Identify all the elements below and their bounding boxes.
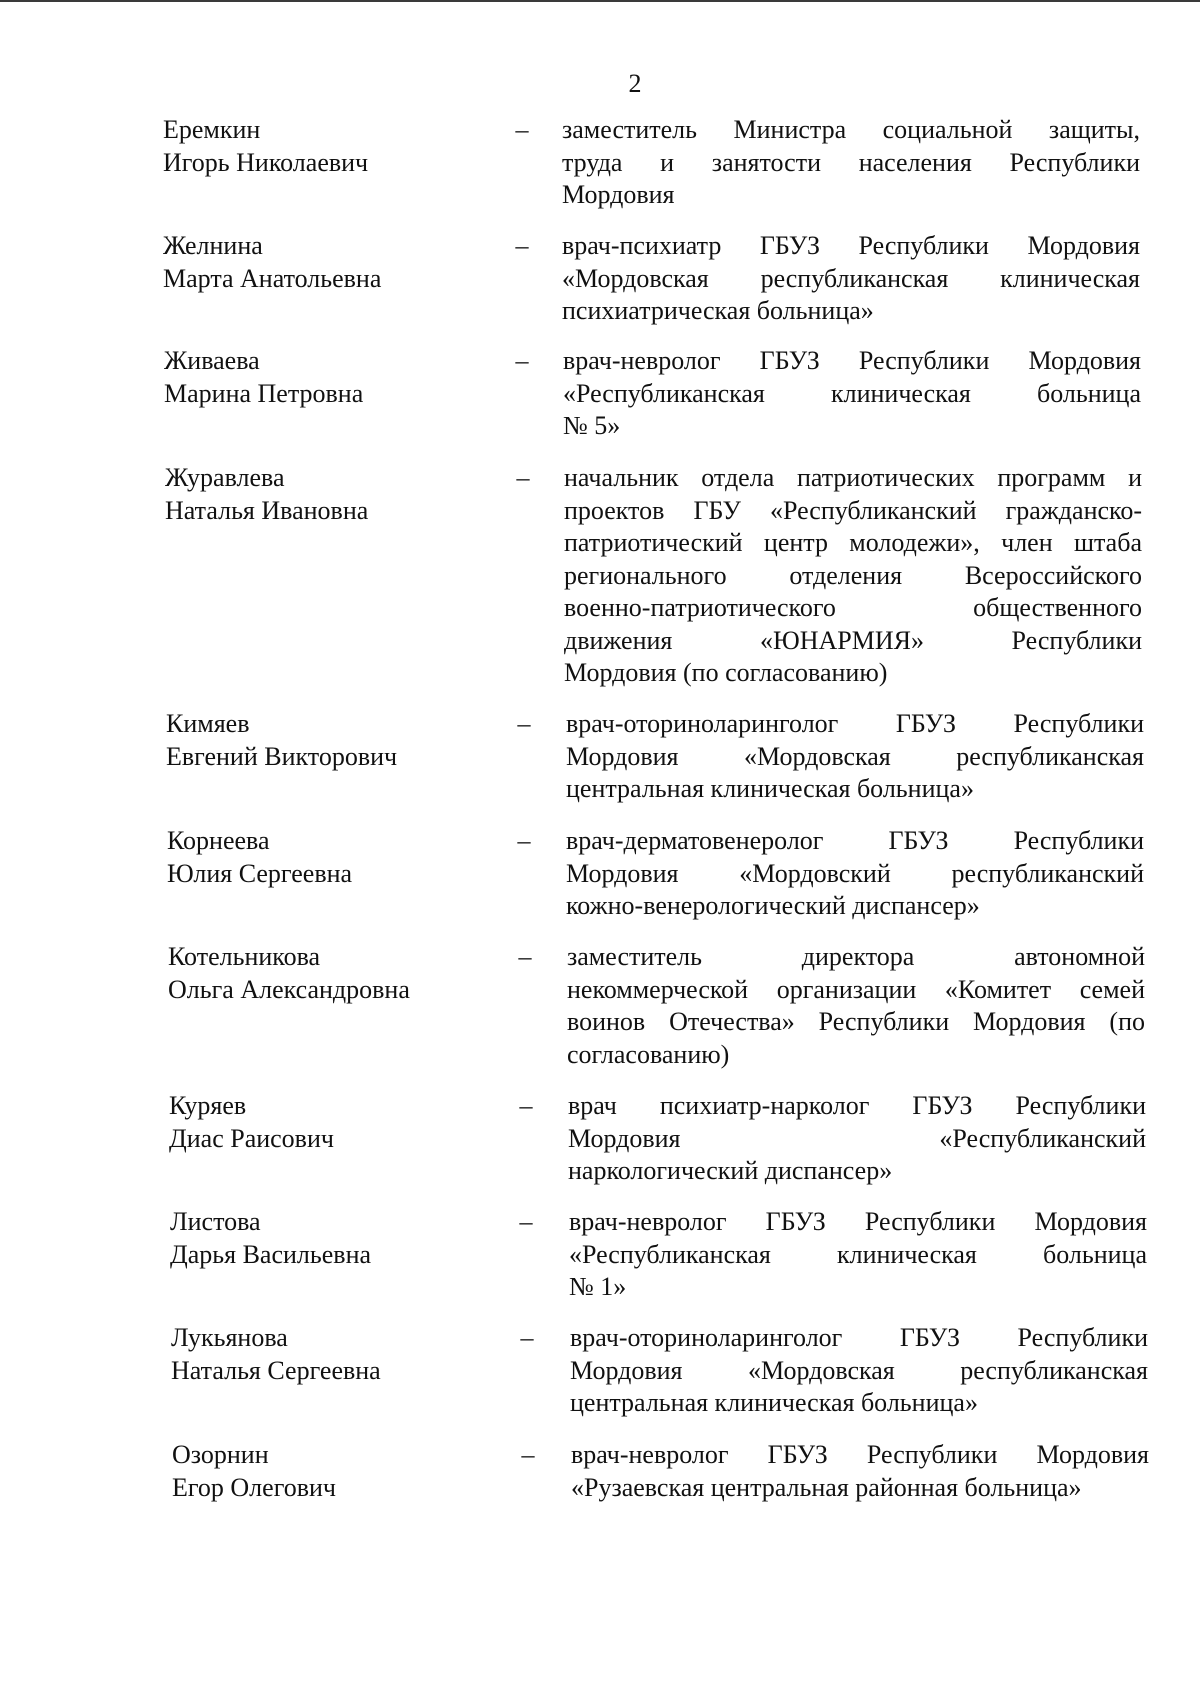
position-line: психиатрическая больница» [562, 296, 874, 325]
separator-dash: – [516, 463, 530, 492]
position-line: центральная клиническая больница» [566, 774, 974, 803]
member-given-names: Наталья Сергеевна [171, 1355, 381, 1385]
position-line: воинов Отечества» Республики Мордовия (по [567, 1007, 1145, 1036]
separator-dash: – [520, 1323, 534, 1352]
position-line: Мордовия «Мордовский республиканский [566, 858, 1144, 888]
member-position [562, 230, 1140, 328]
member-position [563, 345, 1141, 443]
member-name [167, 825, 497, 890]
position-line: движения «ЮНАРМИЯ» Республики [564, 625, 1142, 655]
position-line: врач-оториноларинголог ГБУЗ Республики [566, 709, 1144, 738]
separator-dash: – [515, 115, 529, 144]
position-line: Мордовия [562, 180, 675, 209]
member-name [168, 941, 498, 1006]
position-line: врач-дерматовенеролог ГБУЗ Республики [566, 826, 1144, 855]
separator-dash: – [517, 709, 531, 738]
position-line: Мордовия (по согласованию) [564, 658, 888, 687]
position-line: врач-невролог ГБУЗ Республики Мордовия [569, 1207, 1147, 1236]
position-line: некоммерческой организации «Комитет семей [567, 974, 1145, 1004]
member-name [170, 1206, 500, 1271]
position-line: «Республиканская клиническая больница [563, 378, 1141, 408]
position-line: Мордовия «Мордовская республиканская [566, 741, 1144, 771]
separator-dash: – [515, 346, 529, 375]
member-surname: Еремкин [163, 115, 261, 144]
member-given-names: Юлия Сергеевна [167, 858, 353, 888]
member-name [165, 462, 495, 527]
separator-dash: – [519, 1091, 533, 1120]
position-line: наркологический диспансер» [568, 1156, 893, 1185]
position-line: «Республиканская клиническая больница [569, 1239, 1147, 1269]
member-position [571, 1439, 1149, 1504]
position-line: Мордовия «Мордовская республиканская [570, 1355, 1148, 1385]
member-name [163, 114, 493, 179]
member-position [569, 1206, 1147, 1304]
position-line: проектов ГБУ «Республиканский гражданско- [564, 495, 1142, 525]
member-position [568, 1090, 1146, 1188]
position-line: № 5» [563, 411, 621, 440]
position-line: врач-невролог ГБУЗ Республики Мордовия [571, 1440, 1149, 1469]
position-line: регионального отделения Всероссийского [564, 560, 1142, 590]
member-position [566, 708, 1144, 806]
separator-dash: – [517, 826, 531, 855]
member-surname: Желнина [163, 231, 263, 260]
position-line: начальник отдела патриотических программ и [564, 463, 1142, 492]
member-name [169, 1090, 499, 1155]
page-number: 2 [628, 69, 642, 98]
member-surname: Журавлева [165, 463, 285, 492]
member-position [562, 114, 1140, 212]
position-line: заместитель Министра социальной защиты, [562, 115, 1140, 144]
member-given-names: Марта Анатольевна [163, 263, 382, 293]
member-given-names: Марина Петровна [164, 378, 364, 408]
member-name [171, 1322, 501, 1387]
member-surname: Корнеева [167, 826, 270, 855]
position-line: «Мордовская республиканская клиническая [562, 263, 1140, 293]
member-surname: Куряев [169, 1091, 247, 1120]
member-name [164, 345, 494, 410]
member-surname: Листова [170, 1207, 261, 1236]
member-given-names: Наталья Ивановна [165, 495, 369, 525]
scan-edge-line [0, 0, 1200, 2]
member-surname: Озорнин [172, 1440, 269, 1469]
position-line: «Рузаевская центральная районная больница» [571, 1472, 1082, 1502]
separator-dash: – [518, 942, 532, 971]
member-given-names: Диас Раисович [169, 1123, 334, 1153]
member-surname: Лукьянова [171, 1323, 288, 1352]
member-position [567, 941, 1145, 1071]
member-given-names: Ольга Александровна [168, 974, 410, 1004]
position-line: заместитель директора автономной [567, 942, 1145, 971]
position-line: врач-оториноларинголог ГБУЗ Республики [570, 1323, 1148, 1352]
member-surname: Котельникова [168, 942, 321, 971]
separator-dash: – [519, 1207, 533, 1236]
member-given-names: Евгений Викторович [166, 741, 398, 771]
position-line: Мордовия «Республиканский [568, 1123, 1146, 1153]
position-line: патриотический центр молодежи», член штаба [564, 528, 1142, 557]
member-position [564, 462, 1142, 690]
member-surname: Живаева [164, 346, 260, 375]
position-line: врач психиатр-нарколог ГБУЗ Республики [568, 1091, 1146, 1120]
member-position [566, 825, 1144, 923]
member-given-names: Дарья Васильевна [170, 1239, 372, 1269]
position-line: центральная клиническая больница» [570, 1388, 978, 1417]
position-line: кожно-венерологический диспансер» [566, 891, 980, 920]
position-line: врач-невролог ГБУЗ Республики Мордовия [563, 346, 1141, 375]
separator-dash: – [521, 1440, 535, 1469]
position-line: врач-психиатр ГБУЗ Республики Мордовия [562, 231, 1140, 260]
separator-dash: – [515, 231, 529, 260]
member-name [163, 230, 493, 295]
member-position [570, 1322, 1148, 1420]
member-given-names: Егор Олегович [172, 1472, 336, 1502]
member-name [172, 1439, 502, 1504]
position-line: согласованию) [567, 1039, 730, 1069]
position-line: труда и занятости населения Республики [562, 147, 1140, 177]
position-line: военно-патриотического общественного [564, 593, 1142, 622]
member-surname: Кимяев [166, 709, 250, 738]
position-line: № 1» [569, 1272, 627, 1301]
member-name [166, 708, 496, 773]
member-given-names: Игорь Николаевич [163, 147, 369, 177]
